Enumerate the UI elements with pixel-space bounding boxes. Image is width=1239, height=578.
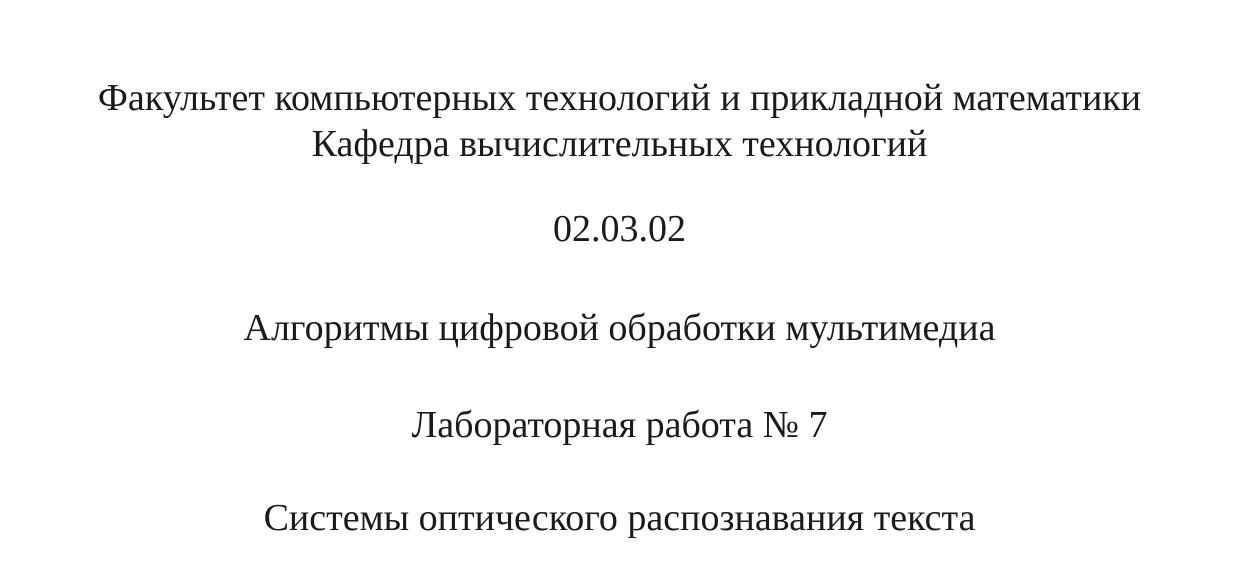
faculty-name: Факультет компьютерных технологий и прикладной математики bbox=[97, 77, 1142, 119]
lab-topic: Системы оптического распознавания текста bbox=[263, 497, 976, 539]
program-code: 02.03.02 bbox=[553, 208, 686, 250]
course-title: Алгоритмы цифровой обработки мультимедиа bbox=[243, 307, 996, 349]
department-name: Кафедра вычислительных технологий bbox=[311, 123, 928, 165]
lab-work-number: Лабораторная работа № 7 bbox=[411, 404, 828, 446]
